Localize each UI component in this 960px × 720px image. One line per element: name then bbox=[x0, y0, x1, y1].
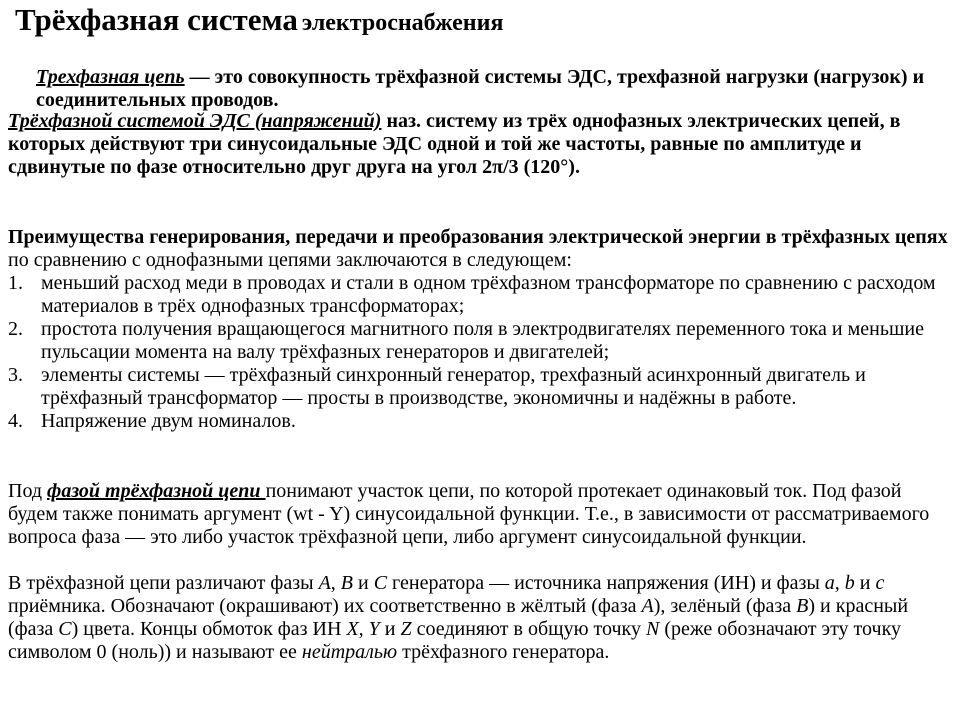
text-segment: ) цвета. Концы обмоток фаз ИН bbox=[71, 618, 347, 640]
phase-symbol: c bbox=[875, 572, 885, 594]
phase-lead: Под bbox=[8, 480, 48, 502]
list-item bbox=[8, 410, 948, 433]
text-segment: трёхфазного генератора. bbox=[397, 641, 610, 663]
term-phase: фазой трёхфазной цепи bbox=[47, 480, 266, 502]
list-item-number: 2. bbox=[8, 318, 23, 340]
text-segment: ) и красный (фаза bbox=[8, 595, 909, 640]
definition-emf-system-text: наз. систему из трёх однофазных электрических цепей, в которых действуют три синусоидальные ЭДС одной и той же частоты, равные по амплитуде и сдвинутые по фазе относительно друг друга на угол 2π/3 (120°). bbox=[8, 110, 901, 178]
list-item bbox=[8, 318, 948, 364]
list-item-number: 3. bbox=[8, 364, 23, 386]
text-segment: , bbox=[358, 618, 369, 640]
text-segment: (реже обозначают эту точку символом 0 (ноль)) и называют ее bbox=[8, 618, 902, 663]
list-item bbox=[8, 272, 948, 318]
text-segment: ), зелёный (фаза bbox=[653, 595, 797, 617]
phase-symbol: a bbox=[824, 572, 835, 594]
phase-symbol: C bbox=[373, 572, 388, 594]
definition-emf-system bbox=[8, 110, 948, 179]
phases-naming-paragraph bbox=[8, 572, 943, 664]
text-segment: и bbox=[353, 572, 374, 594]
text-segment: генератора — источника напряжения (ИН) и фазы bbox=[387, 572, 825, 594]
list-item-text: элементы системы — трёхфазный синхронный генератор, трехфазный асинхронный двигатель и трёхфазный трансформатор — просты в производстве, экономичны и надёжны в работе. bbox=[41, 364, 866, 409]
definition-three-phase-circuit bbox=[36, 66, 936, 112]
neutral-point-symbol: N bbox=[645, 618, 660, 640]
phase-symbol: C bbox=[58, 618, 72, 640]
text-segment: В трёхфазной цепи различают фазы bbox=[8, 572, 319, 594]
text-segment: и bbox=[854, 572, 876, 594]
slide-title bbox=[15, 0, 503, 46]
list-item bbox=[8, 364, 948, 410]
phase-definition-paragraph bbox=[8, 480, 943, 549]
term-three-phase-circuit: Трехфазная цепь bbox=[36, 66, 185, 88]
definition-three-phase-circuit-text: — это совокупность трёхфазной системы ЭДС, трехфазной нагрузки (нагрузок) и соединительных проводов. bbox=[36, 66, 925, 111]
winding-symbol: Y bbox=[368, 618, 380, 640]
term-emf-system: Трёхфазной системой ЭДС (напряжений) bbox=[8, 110, 382, 132]
advantages-intro: по сравнению с однофазными цепями заключаются в следующем: bbox=[8, 249, 572, 271]
phase-symbol: B bbox=[796, 595, 809, 617]
winding-symbol: Z bbox=[400, 618, 412, 640]
phase-symbol: A bbox=[318, 572, 331, 594]
list-item-text: Напряжение двум номиналов. bbox=[41, 410, 296, 432]
list-item-text: простота получения вращающегося магнитного поля в электродвигателях переменного тока и меньшие пульсации момента на валу трёхфазных генераторов и двигателей; bbox=[41, 318, 924, 363]
advantages-paragraph bbox=[8, 226, 948, 272]
text-segment: , bbox=[330, 572, 341, 594]
text-segment: и bbox=[379, 618, 401, 640]
advantages-list bbox=[8, 272, 948, 433]
title-rest: электроснабжения bbox=[301, 10, 504, 36]
list-item-text: меньший расход меди в проводах и стали в одном трёхфазном трансформаторе по сравнению с расходом материалов в трёх однофазных трансформаторах; bbox=[41, 272, 936, 317]
list-item-number: 4. bbox=[8, 410, 23, 432]
term-neutral: нейтралью bbox=[301, 641, 398, 663]
phase-definition-text: понимают участок цепи, по которой протекает одинаковый ток. Под фазой будем также понимать аргумент (wt - Y) синусоидальной функции. Т.е., в зависимости от рассматриваемого вопроса фаза — это либо участок трёхфазной цепи, либо аргумент синусоидальной функции. bbox=[8, 480, 930, 548]
text-segment: приёмника. Обозначают (окрашивают) их соответственно в жёлтый (фаза bbox=[8, 595, 642, 617]
phase-symbol: b bbox=[844, 572, 855, 594]
list-item-number: 1. bbox=[8, 272, 23, 294]
title-main: Трёхфазная система bbox=[15, 2, 298, 37]
phase-symbol: A bbox=[641, 595, 654, 617]
winding-symbol: X bbox=[346, 618, 359, 640]
advantages-heading: Преимущества генерирования, передачи и преобразования электрической энергии в трёхфазных цепях bbox=[8, 226, 948, 248]
phase-symbol: B bbox=[340, 572, 353, 594]
text-segment: соединяют в общую точку bbox=[411, 618, 646, 640]
text-segment: , bbox=[834, 572, 845, 594]
